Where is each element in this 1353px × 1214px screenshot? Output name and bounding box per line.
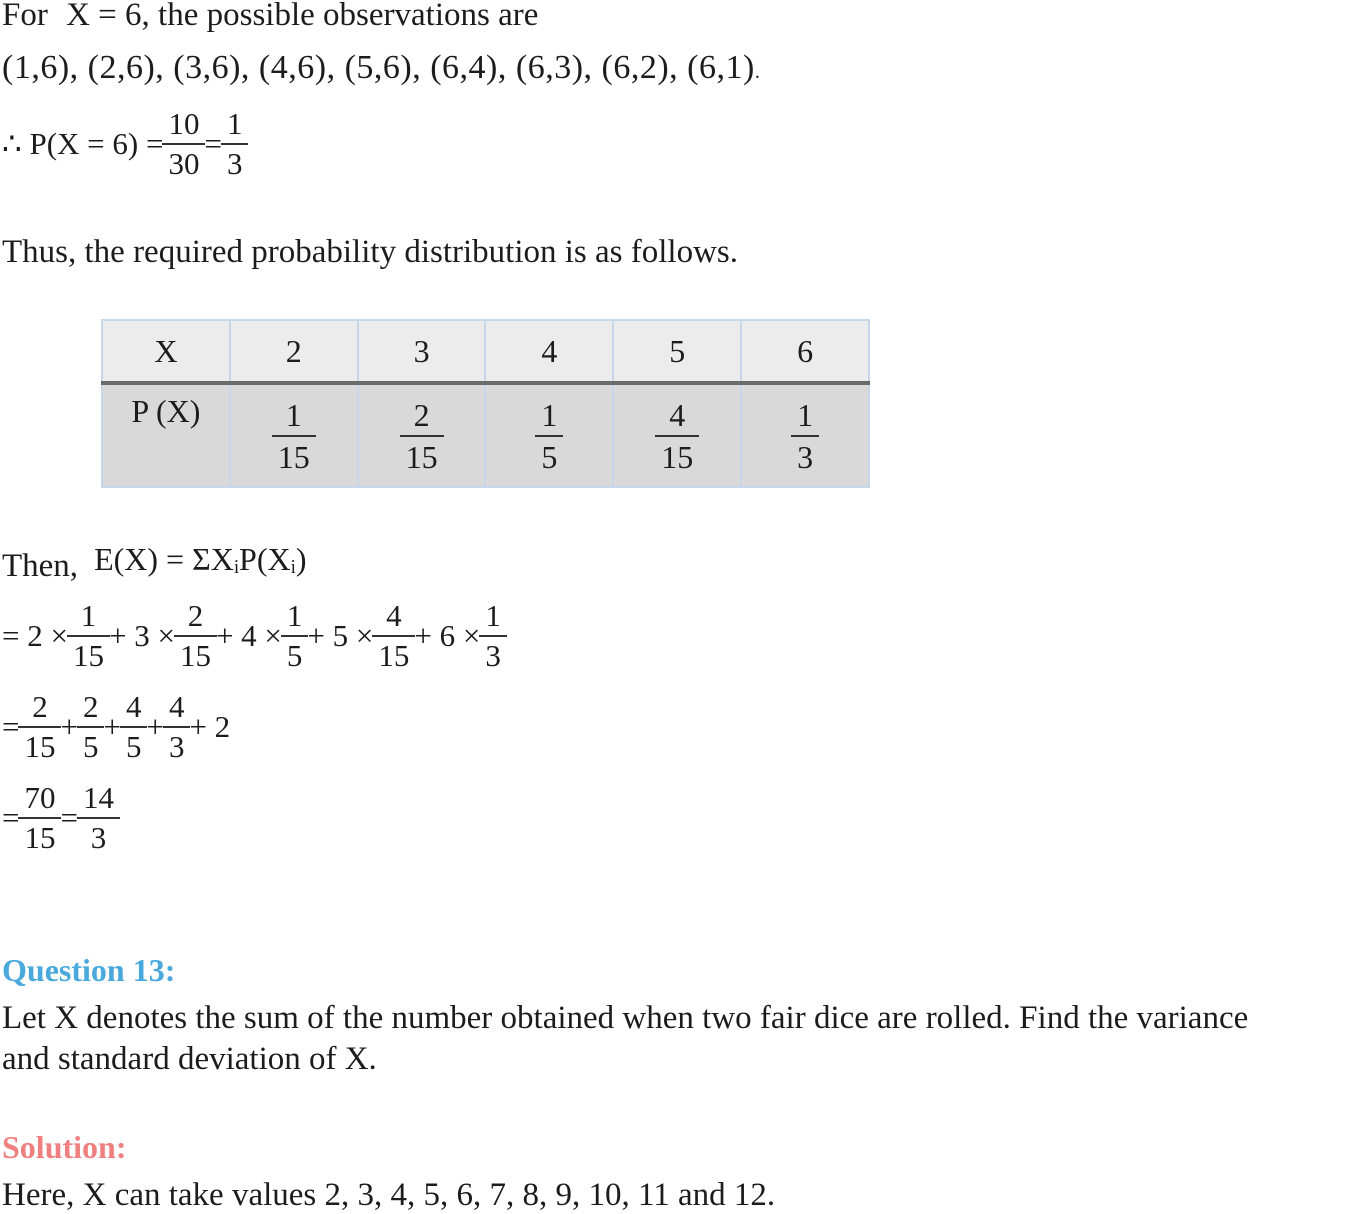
table-header-row [102,320,869,383]
table-header-cell: 2 [230,320,358,383]
denominator: 30 [162,143,205,180]
fraction [80,691,102,763]
table-row-label: P (X) [102,383,230,487]
observations-line [2,50,760,90]
numerator: 2 [187,598,204,633]
intro-prefix: For [2,0,48,33]
denominator: 5 [77,726,105,763]
observations-period: . [754,61,761,83]
solution-heading: Solution: [2,1129,127,1165]
term-prefix: = 2 × [2,618,68,653]
table-cell [485,383,613,487]
intro-condition: X = 6 [66,0,142,33]
fraction [21,782,58,854]
denominator: 5 [120,726,148,763]
numerator: 4 [386,598,402,633]
term-prefix: + 3 × [108,618,175,653]
fraction [658,398,696,474]
numerator: 1 [226,106,243,141]
term-prefix: = [2,709,20,744]
fraction [794,398,816,474]
numerator: 2 [32,689,48,724]
denominator: 15 [655,435,699,474]
numerator: 2 [413,396,430,433]
solution-line-1: Here, X can take values 2, 3, 4, 5, 6, 7, 8, 9, 10, 11 and 12. [2,1177,776,1213]
equals-sign: = [60,800,78,835]
denominator: 5 [535,435,563,474]
denominator: 15 [18,726,61,763]
numerator: 1 [285,396,302,433]
observations: (1,6), (2,6), (3,6), (4,6), (5,6), (6,4), (6,3), (6,2), (6,1) [2,49,755,86]
numerator: 10 [168,106,200,141]
table-header-cell: 4 [485,320,613,383]
numerator: 70 [24,780,56,815]
denominator: 3 [163,726,191,763]
numerator: 1 [541,396,558,433]
question-line-1: Let X denotes the sum of the number obtained when two fair dice are rolled. Find the variance [2,1000,1249,1036]
fraction [275,398,313,474]
fraction [21,691,58,763]
fraction [284,600,306,672]
expectation-formula: E(X) = ΣXᵢP(Xᵢ) [94,541,307,577]
numerator: 4 [669,396,686,433]
denominator: 15 [400,435,444,474]
expectation-line-3 [2,782,119,854]
table-header-cell: 6 [741,320,869,383]
expectation-heading [2,533,307,585]
numerator: 1 [485,598,501,633]
denominator: 3 [791,435,819,474]
then-label: Then, [2,548,79,584]
expectation-line-1 [2,600,506,672]
fraction [80,782,117,854]
p6-lhs: ∴ P(X = 6) = [2,126,164,161]
numerator: 4 [168,689,185,724]
table-row [102,383,869,487]
denominator: 15 [18,817,61,854]
fraction [177,600,214,672]
numerator: 2 [82,689,99,724]
term-prefix: + [60,709,78,744]
denominator: 3 [221,143,249,180]
denominator: 3 [77,817,120,854]
fraction [375,600,412,672]
fraction [482,600,504,672]
fraction [70,600,107,672]
table-header-cell: 3 [358,320,486,383]
table-header-label: X [102,320,230,383]
denominator: 3 [479,635,507,672]
term-prefix: = [2,800,20,835]
term-prefix: + [103,709,121,744]
question-line-2: and standard deviation of X. [2,1041,377,1077]
denominator: 15 [67,635,110,672]
intro-suffix: , the possible observations are [141,0,539,33]
probability-distribution-table [101,319,870,475]
numerator: 1 [797,396,814,433]
question-heading: Question 13: [2,952,176,988]
intro-line [2,0,538,34]
equals-sign: = [204,126,222,161]
fraction [403,398,441,474]
fraction [166,691,188,763]
table-cell [741,383,869,487]
numerator: 14 [82,780,114,815]
fraction [165,108,202,180]
numerator: 1 [286,598,303,633]
fraction [538,398,560,474]
denominator: 15 [372,635,415,672]
fraction [224,108,246,180]
term-tail: + 2 [189,709,231,744]
table-cell [613,383,741,487]
term-prefix: + [146,709,164,744]
denominator: 5 [281,635,309,672]
p6-equation [2,108,247,180]
table-header-cell: 5 [613,320,741,383]
expectation-line-2 [2,691,230,763]
fraction [123,691,145,763]
table-cell [230,383,358,487]
numerator: 1 [80,598,97,633]
term-prefix: + 6 × [414,618,481,653]
denominator: 15 [174,635,217,672]
term-prefix: + 5 × [307,618,374,653]
thus-line: Thus, the required probability distribution is as follows. [2,234,738,270]
term-prefix: + 4 × [215,618,282,653]
numerator: 4 [125,689,142,724]
table-cell [358,383,486,487]
denominator: 15 [272,435,316,474]
